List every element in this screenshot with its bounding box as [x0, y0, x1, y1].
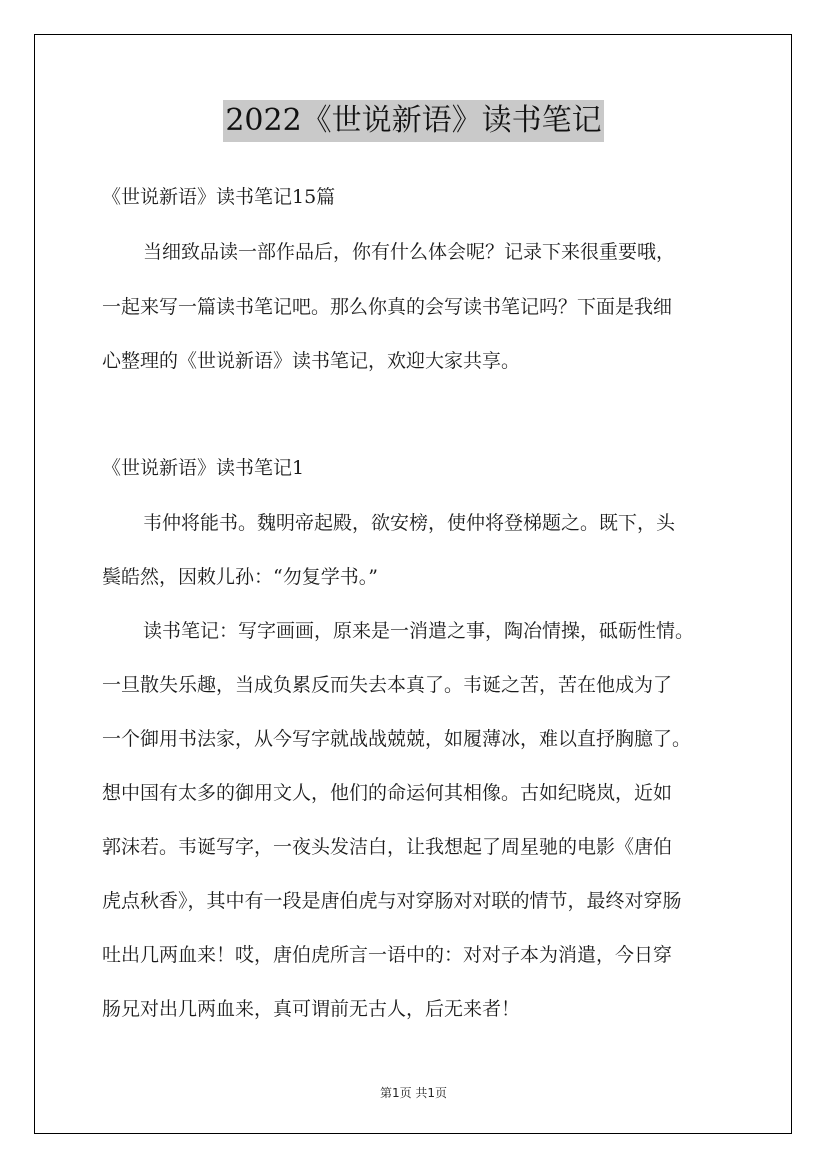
- notes-line: 肠兄对出几两血来，真可谓前无古人，后无来者！: [102, 998, 521, 1020]
- notes-line: 郭沫若。韦诞写字，一夜头发洁白，让我想起了周星驰的电影《唐伯: [102, 836, 673, 858]
- notes-line: 虎点秋香》，其中有一段是唐伯虎与对穿肠对对联的情节，最终对穿肠: [102, 890, 682, 912]
- title-container: [0, 100, 827, 142]
- notes-line: 一旦散失乐趣，当成负累反而失去本真了。韦诞之苦，苦在他成为了: [102, 674, 673, 696]
- notes-line: 读书笔记：写字画画，原来是一消遣之事，陶冶情操，砥砺性情。: [143, 620, 695, 642]
- document-subtitle: 《世说新语》读书笔记15篇: [102, 186, 336, 208]
- intro-line: 一起来写一篇读书笔记吧。那么你真的会写读书笔记吗？下面是我细: [102, 296, 673, 318]
- page-number: 第1页 共1页: [379, 1086, 448, 1100]
- notes-line: 一个御用书法家，从今写字就战战兢兢，如履薄冰，难以直抒胸臆了。: [102, 728, 692, 750]
- intro-line: 当细致品读一部作品后，你有什么体会呢？记录下来很重要哦，: [143, 241, 676, 263]
- notes-line: 吐出几两血来！哎，唐伯虎所言一语中的：对对子本为消遣，今日穿: [102, 944, 673, 966]
- quote-line: 鬓皓然，因敕儿孙：“勿复学书。”: [102, 566, 378, 588]
- notes-line: 想中国有太多的御用文人，他们的命运何其相像。古如纪晓岚，近如: [102, 782, 673, 804]
- document-title: 2022《世说新语》读书笔记: [223, 100, 603, 142]
- quote-line: 韦仲将能书。魏明帝起殿，欲安榜，使仲将登梯题之。既下，头: [143, 512, 676, 534]
- section-heading: 《世说新语》读书笔记1: [102, 457, 305, 479]
- intro-line: 心整理的《世说新语》读书笔记，欢迎大家共享。: [102, 350, 521, 372]
